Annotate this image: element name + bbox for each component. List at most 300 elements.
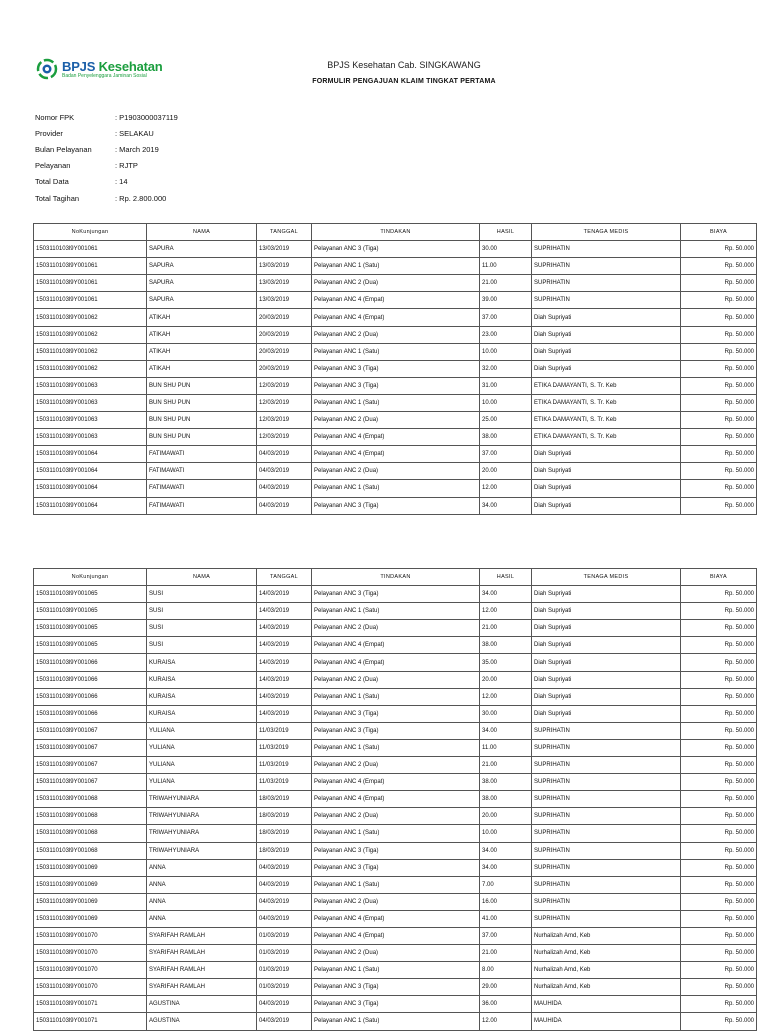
table-cell: 21.00 xyxy=(480,757,532,774)
table-cell: ATIKAH xyxy=(147,309,257,326)
table-cell: 1503110103l9Y001063 xyxy=(34,377,147,394)
table-row xyxy=(34,842,757,859)
table-cell: Rp. 50.000 xyxy=(681,859,757,876)
meta-row xyxy=(35,158,178,174)
table-cell: Pelayanan ANC 1 (Satu) xyxy=(312,876,480,893)
table-row xyxy=(34,620,757,637)
table-cell: SUPRIHATIN xyxy=(532,842,681,859)
table-cell: 04/03/2019 xyxy=(257,876,312,893)
table-cell: 13/03/2019 xyxy=(257,292,312,309)
table-cell: Rp. 50.000 xyxy=(681,463,757,480)
table-cell: 04/03/2019 xyxy=(257,497,312,514)
table-cell: FATIMAWATI xyxy=(147,446,257,463)
table-cell: 1503110103l9Y001065 xyxy=(34,586,147,603)
table-row xyxy=(34,412,757,429)
table-cell: 11/03/2019 xyxy=(257,757,312,774)
table-cell: 12.00 xyxy=(480,688,532,705)
table-cell: Diah Supriyati xyxy=(532,326,681,343)
table-cell: 1503110103l9Y001068 xyxy=(34,808,147,825)
table-cell: 12.00 xyxy=(480,480,532,497)
table-header-row xyxy=(34,569,757,586)
table-cell: YULIANA xyxy=(147,774,257,791)
table-cell: 38.00 xyxy=(480,774,532,791)
table-cell: SUPRIHATIN xyxy=(532,757,681,774)
table-row xyxy=(34,654,757,671)
table-cell: 1503110103l9Y001065 xyxy=(34,603,147,620)
table-cell: SUPRIHATIN xyxy=(532,876,681,893)
table-cell: Rp. 50.000 xyxy=(681,774,757,791)
table-cell: 37.00 xyxy=(480,927,532,944)
table-cell: 04/03/2019 xyxy=(257,996,312,1013)
table-cell: 1503110103l9Y001069 xyxy=(34,876,147,893)
table-cell: Diah Supriyati xyxy=(532,463,681,480)
table-cell: FATIMAWATI xyxy=(147,480,257,497)
table-cell: Rp. 50.000 xyxy=(681,705,757,722)
table-row xyxy=(34,429,757,446)
table-cell: BUN SHU PUN xyxy=(147,412,257,429)
meta-label: Pelayanan xyxy=(35,161,71,171)
table-cell: 1503110103l9Y001062 xyxy=(34,309,147,326)
table-row xyxy=(34,343,757,360)
table-cell: Pelayanan ANC 2 (Dua) xyxy=(312,671,480,688)
table-cell: Pelayanan ANC 1 (Satu) xyxy=(312,688,480,705)
table-cell: AGUSTINA xyxy=(147,996,257,1013)
meta-value: : 14 xyxy=(115,177,128,187)
table-cell: Rp. 50.000 xyxy=(681,945,757,962)
table-row xyxy=(34,275,757,292)
table-cell: Rp. 50.000 xyxy=(681,927,757,944)
table-cell: 1503110103l9Y001067 xyxy=(34,722,147,739)
table-cell: 01/03/2019 xyxy=(257,979,312,996)
table-cell: 25.00 xyxy=(480,412,532,429)
table-cell: 1503110103l9Y001065 xyxy=(34,620,147,637)
table-cell: Rp. 50.000 xyxy=(681,429,757,446)
table-row xyxy=(34,671,757,688)
table-cell: 1503110103l9Y001061 xyxy=(34,241,147,258)
table-cell: 12/03/2019 xyxy=(257,412,312,429)
table-cell: 7.00 xyxy=(480,876,532,893)
table-cell: Rp. 50.000 xyxy=(681,241,757,258)
table-cell: SUPRIHATIN xyxy=(532,739,681,756)
column-header: NoKunjungan xyxy=(34,224,147,241)
table-cell: 11/03/2019 xyxy=(257,722,312,739)
table-cell: 1503110103l9Y001061 xyxy=(34,292,147,309)
table-cell: Rp. 50.000 xyxy=(681,586,757,603)
table-cell: 37.00 xyxy=(480,309,532,326)
table-cell: SUSI xyxy=(147,586,257,603)
meta-label: Provider xyxy=(35,128,63,138)
table-cell: Pelayanan ANC 3 (Tiga) xyxy=(312,360,480,377)
table-cell: ANNA xyxy=(147,893,257,910)
table-cell: Rp. 50.000 xyxy=(681,654,757,671)
table-cell: Rp. 50.000 xyxy=(681,910,757,927)
meta-value: : P1903000037119 xyxy=(115,112,178,122)
table-cell: 13/03/2019 xyxy=(257,241,312,258)
meta-label: Total Data xyxy=(35,177,69,187)
table-cell: Rp. 50.000 xyxy=(681,979,757,996)
table-cell: Pelayanan ANC 1 (Satu) xyxy=(312,962,480,979)
column-header: BIAYA xyxy=(681,224,757,241)
table-cell: SUPRIHATIN xyxy=(532,808,681,825)
table-cell: 1503110103l9Y001066 xyxy=(34,688,147,705)
table-cell: 14/03/2019 xyxy=(257,620,312,637)
table-cell: 14/03/2019 xyxy=(257,586,312,603)
table-cell: BUN SHU PUN xyxy=(147,429,257,446)
table-cell: 21.00 xyxy=(480,620,532,637)
table-cell: 1503110103l9Y001062 xyxy=(34,343,147,360)
table-cell: 1503110103l9Y001064 xyxy=(34,480,147,497)
column-header: NoKunjungan xyxy=(34,569,147,586)
table-cell: Diah Supriyati xyxy=(532,620,681,637)
table-row xyxy=(34,377,757,394)
table-cell: SUPRIHATIN xyxy=(532,241,681,258)
table-cell: 1503110103l9Y001066 xyxy=(34,705,147,722)
table-cell: Diah Supriyati xyxy=(532,586,681,603)
table-cell: Pelayanan ANC 4 (Empat) xyxy=(312,654,480,671)
table-cell: 14/03/2019 xyxy=(257,688,312,705)
table-cell: 12/03/2019 xyxy=(257,394,312,411)
table-row xyxy=(34,463,757,480)
table-cell: 1503110103l9Y001063 xyxy=(34,394,147,411)
table-cell: Rp. 50.000 xyxy=(681,480,757,497)
document-subtitle: FORMULIR PENGAJUAN KLAIM TINGKAT PERTAMA xyxy=(312,78,496,85)
table-cell: Pelayanan ANC 1 (Satu) xyxy=(312,343,480,360)
table-row xyxy=(34,360,757,377)
table-cell: Pelayanan ANC 3 (Tiga) xyxy=(312,996,480,1013)
table-cell: Pelayanan ANC 2 (Dua) xyxy=(312,757,480,774)
table-cell: FATIMAWATI xyxy=(147,463,257,480)
table-cell: 12.00 xyxy=(480,603,532,620)
table-cell: Rp. 50.000 xyxy=(681,671,757,688)
table-cell: 20.00 xyxy=(480,463,532,480)
table-cell: Rp. 50.000 xyxy=(681,275,757,292)
table-cell: 14/03/2019 xyxy=(257,603,312,620)
table-cell: 11/03/2019 xyxy=(257,774,312,791)
table-cell: 34.00 xyxy=(480,722,532,739)
table-cell: Pelayanan ANC 2 (Dua) xyxy=(312,620,480,637)
table-cell: Diah Supriyati xyxy=(532,688,681,705)
table-cell: Diah Supriyati xyxy=(532,343,681,360)
table-row xyxy=(34,258,757,275)
column-header: TINDAKAN xyxy=(312,224,480,241)
table-cell: 11/03/2019 xyxy=(257,739,312,756)
meta-value: : RJTP xyxy=(115,161,138,171)
table-cell: 13/03/2019 xyxy=(257,275,312,292)
table-row xyxy=(34,497,757,514)
table-cell: SYARIFAH RAMLAH xyxy=(147,945,257,962)
table-cell: SUPRIHATIN xyxy=(532,791,681,808)
table-cell: Pelayanan ANC 1 (Satu) xyxy=(312,480,480,497)
table-cell: ETIKA DAMAYANTI, S. Tr. Keb xyxy=(532,377,681,394)
meta-value: : March 2019 xyxy=(115,144,159,154)
table-cell: Rp. 50.000 xyxy=(681,739,757,756)
table-row xyxy=(34,309,757,326)
table-cell: 04/03/2019 xyxy=(257,859,312,876)
table-cell: 36.00 xyxy=(480,996,532,1013)
table-header-row xyxy=(34,224,757,241)
table-cell: 1503110103l9Y001070 xyxy=(34,945,147,962)
table-cell: Pelayanan ANC 2 (Dua) xyxy=(312,893,480,910)
table-cell: 04/03/2019 xyxy=(257,910,312,927)
table-cell: SUPRIHATIN xyxy=(532,275,681,292)
table-row xyxy=(34,688,757,705)
table-cell: Pelayanan ANC 2 (Dua) xyxy=(312,275,480,292)
table-cell: BUN SHU PUN xyxy=(147,394,257,411)
table-cell: TRIWAHYUNIARA xyxy=(147,791,257,808)
table-cell: 34.00 xyxy=(480,859,532,876)
table-row xyxy=(34,326,757,343)
table-row xyxy=(34,893,757,910)
table-row xyxy=(34,962,757,979)
table-cell: 1503110103l9Y001062 xyxy=(34,360,147,377)
table-row xyxy=(34,241,757,258)
table-cell: Pelayanan ANC 3 (Tiga) xyxy=(312,377,480,394)
table-row xyxy=(34,739,757,756)
table-cell: 1503110103l9Y001070 xyxy=(34,979,147,996)
table-cell: Pelayanan ANC 3 (Tiga) xyxy=(312,842,480,859)
table-cell: Nurhalizah Amd, Keb xyxy=(532,979,681,996)
table-cell: Rp. 50.000 xyxy=(681,996,757,1013)
table-cell: SUPRIHATIN xyxy=(532,910,681,927)
table-cell: 34.00 xyxy=(480,497,532,514)
table-cell: SUPRIHATIN xyxy=(532,258,681,275)
table-cell: 01/03/2019 xyxy=(257,962,312,979)
table-cell: 30.00 xyxy=(480,705,532,722)
meta-row xyxy=(35,109,178,125)
table-row xyxy=(34,945,757,962)
meta-row xyxy=(35,190,178,206)
table-cell: 1503110103l9Y001067 xyxy=(34,774,147,791)
meta-label: Bulan Pelayanan xyxy=(35,144,92,154)
table-cell: 21.00 xyxy=(480,945,532,962)
table-cell: Pelayanan ANC 4 (Empat) xyxy=(312,446,480,463)
table-cell: SYARIFAH RAMLAH xyxy=(147,927,257,944)
table-cell: 1503110103l9Y001067 xyxy=(34,739,147,756)
table-cell: 18/03/2019 xyxy=(257,791,312,808)
table-cell: ETIKA DAMAYANTI, S. Tr. Keb xyxy=(532,394,681,411)
table-cell: Pelayanan ANC 4 (Empat) xyxy=(312,774,480,791)
table-cell: 1503110103l9Y001064 xyxy=(34,446,147,463)
table-cell: 38.00 xyxy=(480,791,532,808)
table-cell: TRIWAHYUNIARA xyxy=(147,808,257,825)
table-cell: 37.00 xyxy=(480,446,532,463)
table-cell: 1503110103l9Y001068 xyxy=(34,825,147,842)
table-cell: Pelayanan ANC 3 (Tiga) xyxy=(312,586,480,603)
document-title: BPJS Kesehatan Cab. SINGKAWANG xyxy=(327,60,481,70)
table-cell: Rp. 50.000 xyxy=(681,326,757,343)
table-cell: 1503110103l9Y001071 xyxy=(34,1013,147,1030)
table-cell: Diah Supriyati xyxy=(532,497,681,514)
table-cell: 1503110103l9Y001070 xyxy=(34,962,147,979)
table-cell: Rp. 50.000 xyxy=(681,842,757,859)
table-cell: 14/03/2019 xyxy=(257,654,312,671)
claim-metadata xyxy=(35,109,178,206)
table-cell: 04/03/2019 xyxy=(257,893,312,910)
table-cell: Rp. 50.000 xyxy=(681,377,757,394)
table-cell: 04/03/2019 xyxy=(257,1013,312,1030)
table-cell: SAPURA xyxy=(147,292,257,309)
column-header: HASIL xyxy=(480,224,532,241)
table-row xyxy=(34,705,757,722)
table-cell: Diah Supriyati xyxy=(532,671,681,688)
table-cell: AGUSTINA xyxy=(147,1013,257,1030)
table-cell: 1503110103l9Y001061 xyxy=(34,258,147,275)
logo-subtitle: Badan Penyelenggara Jaminan Sosial xyxy=(62,72,147,79)
table-cell: ETIKA DAMAYANTI, S. Tr. Keb xyxy=(532,412,681,429)
table-cell: Pelayanan ANC 2 (Dua) xyxy=(312,326,480,343)
table-cell: Rp. 50.000 xyxy=(681,603,757,620)
table-cell: YULIANA xyxy=(147,757,257,774)
table-cell: SUPRIHATIN xyxy=(532,859,681,876)
table-cell: 13/03/2019 xyxy=(257,258,312,275)
table-cell: Rp. 50.000 xyxy=(681,791,757,808)
table-cell: 1503110103l9Y001063 xyxy=(34,429,147,446)
table-cell: Pelayanan ANC 1 (Satu) xyxy=(312,1013,480,1030)
table-cell: 10.00 xyxy=(480,825,532,842)
table-cell: 10.00 xyxy=(480,343,532,360)
table-cell: 1503110103l9Y001069 xyxy=(34,859,147,876)
table-cell: Pelayanan ANC 1 (Satu) xyxy=(312,258,480,275)
table-cell: 1503110103l9Y001065 xyxy=(34,637,147,654)
table-cell: 34.00 xyxy=(480,586,532,603)
column-header: NAMA xyxy=(147,569,257,586)
table-row xyxy=(34,979,757,996)
table-cell: 38.00 xyxy=(480,429,532,446)
table-cell: Pelayanan ANC 3 (Tiga) xyxy=(312,497,480,514)
table-cell: SUSI xyxy=(147,620,257,637)
table-cell: 1503110103l9Y001069 xyxy=(34,893,147,910)
table-cell: 34.00 xyxy=(480,842,532,859)
table-cell: 20.00 xyxy=(480,808,532,825)
table-cell: 1503110103l9Y001068 xyxy=(34,842,147,859)
table-cell: 39.00 xyxy=(480,292,532,309)
table-cell: Diah Supriyati xyxy=(532,637,681,654)
column-header: TANGGAL xyxy=(257,224,312,241)
column-header: TENAGA MEDIS xyxy=(532,224,681,241)
table-row xyxy=(34,927,757,944)
meta-row xyxy=(35,125,178,141)
table-cell: Nurhalizah Amd, Keb xyxy=(532,962,681,979)
table-cell: Diah Supriyati xyxy=(532,654,681,671)
table-cell: Pelayanan ANC 2 (Dua) xyxy=(312,463,480,480)
table-cell: Pelayanan ANC 1 (Satu) xyxy=(312,394,480,411)
table-cell: Diah Supriyati xyxy=(532,603,681,620)
table-cell: Pelayanan ANC 4 (Empat) xyxy=(312,910,480,927)
table-row xyxy=(34,996,757,1013)
table-cell: 11.00 xyxy=(480,739,532,756)
table-cell: Diah Supriyati xyxy=(532,360,681,377)
table-cell: 01/03/2019 xyxy=(257,927,312,944)
table-cell: 1503110103l9Y001066 xyxy=(34,671,147,688)
table-cell: SAPURA xyxy=(147,275,257,292)
table-cell: 1503110103l9Y001064 xyxy=(34,497,147,514)
table-cell: Pelayanan ANC 3 (Tiga) xyxy=(312,241,480,258)
table-cell: 16.00 xyxy=(480,893,532,910)
table-cell: Nurhalizah Amd, Keb xyxy=(532,927,681,944)
table-cell: 14/03/2019 xyxy=(257,637,312,654)
table-cell: YULIANA xyxy=(147,722,257,739)
table-cell: SUPRIHATIN xyxy=(532,825,681,842)
table-cell: 20/03/2019 xyxy=(257,309,312,326)
column-header: TANGGAL xyxy=(257,569,312,586)
column-header: HASIL xyxy=(480,569,532,586)
table-cell: ATIKAH xyxy=(147,343,257,360)
table-row xyxy=(34,637,757,654)
table-cell: 41.00 xyxy=(480,910,532,927)
table-cell: 38.00 xyxy=(480,637,532,654)
table-cell: 18/03/2019 xyxy=(257,842,312,859)
table-cell: 30.00 xyxy=(480,241,532,258)
table-cell: MAUHIDA xyxy=(532,1013,681,1030)
table-cell: 14/03/2019 xyxy=(257,705,312,722)
table-cell: 1503110103l9Y001061 xyxy=(34,275,147,292)
table-cell: 1503110103l9Y001064 xyxy=(34,463,147,480)
table-cell: Rp. 50.000 xyxy=(681,292,757,309)
table-cell: Rp. 50.000 xyxy=(681,876,757,893)
table-cell: KURAISA xyxy=(147,705,257,722)
table-cell: 14/03/2019 xyxy=(257,671,312,688)
table-row xyxy=(34,791,757,808)
table-cell: Pelayanan ANC 1 (Satu) xyxy=(312,825,480,842)
table-cell: Pelayanan ANC 4 (Empat) xyxy=(312,429,480,446)
table-cell: ANNA xyxy=(147,910,257,927)
table-cell: 12/03/2019 xyxy=(257,429,312,446)
table-cell: 04/03/2019 xyxy=(257,446,312,463)
table-cell: Pelayanan ANC 4 (Empat) xyxy=(312,292,480,309)
table-cell: KURAISA xyxy=(147,671,257,688)
table-cell: Nurhalizah Amd, Keb xyxy=(532,945,681,962)
table-cell: SUPRIHATIN xyxy=(532,722,681,739)
table-cell: ATIKAH xyxy=(147,326,257,343)
table-cell: MAUHIDA xyxy=(532,996,681,1013)
table-cell: Pelayanan ANC 3 (Tiga) xyxy=(312,705,480,722)
table-cell: Rp. 50.000 xyxy=(681,637,757,654)
table-row xyxy=(34,774,757,791)
column-header: TENAGA MEDIS xyxy=(532,569,681,586)
meta-value: : Rp. 2.800.000 xyxy=(115,193,167,203)
table-cell: 35.00 xyxy=(480,654,532,671)
table-cell: 01/03/2019 xyxy=(257,945,312,962)
table-cell: BUN SHU PUN xyxy=(147,377,257,394)
table-cell: Pelayanan ANC 1 (Satu) xyxy=(312,739,480,756)
table-cell: Pelayanan ANC 3 (Tiga) xyxy=(312,859,480,876)
table-cell: 20/03/2019 xyxy=(257,326,312,343)
table-row xyxy=(34,722,757,739)
table-cell: 12/03/2019 xyxy=(257,377,312,394)
table-cell: 29.00 xyxy=(480,979,532,996)
table-cell: Pelayanan ANC 4 (Empat) xyxy=(312,791,480,808)
table-cell: Rp. 50.000 xyxy=(681,620,757,637)
table-cell: Rp. 50.000 xyxy=(681,757,757,774)
logo-brand-bpjs: BPJS xyxy=(62,58,96,74)
table-cell: TRIWAHYUNIARA xyxy=(147,842,257,859)
table-cell: Rp. 50.000 xyxy=(681,446,757,463)
meta-label: Nomor FPK xyxy=(35,112,75,122)
table-cell: 18/03/2019 xyxy=(257,825,312,842)
table-cell: SAPURA xyxy=(147,241,257,258)
table-row xyxy=(34,859,757,876)
table-cell: SUPRIHATIN xyxy=(532,893,681,910)
table-cell: SYARIFAH RAMLAH xyxy=(147,962,257,979)
table-cell: 21.00 xyxy=(480,275,532,292)
table-cell: Pelayanan ANC 2 (Dua) xyxy=(312,412,480,429)
column-header: BIAYA xyxy=(681,569,757,586)
table-cell: Pelayanan ANC 2 (Dua) xyxy=(312,808,480,825)
table-cell: ANNA xyxy=(147,876,257,893)
table-cell: KURAISA xyxy=(147,654,257,671)
table-row xyxy=(34,757,757,774)
table-cell: Rp. 50.000 xyxy=(681,722,757,739)
